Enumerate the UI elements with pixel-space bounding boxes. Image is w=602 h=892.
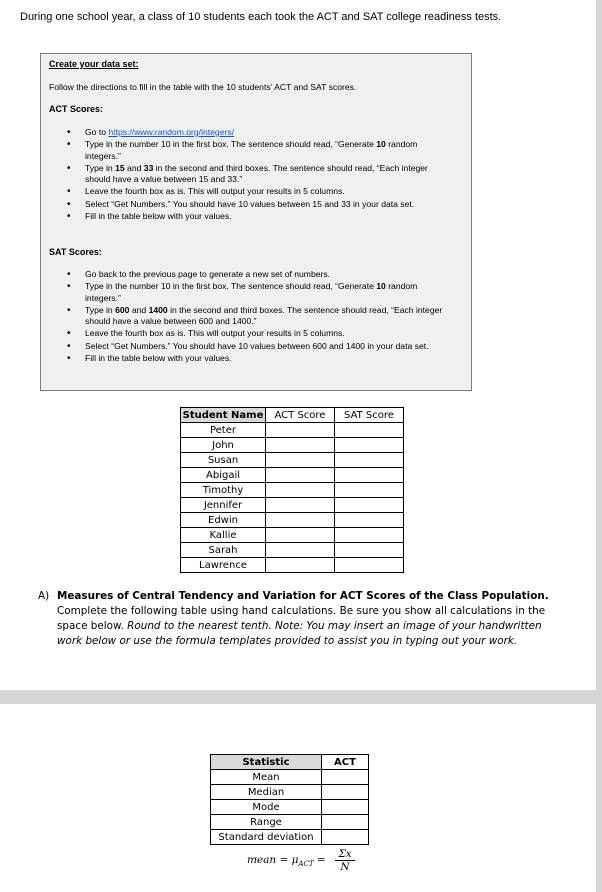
sat-score-cell[interactable] (335, 453, 404, 468)
student-name-cell: Peter (181, 423, 266, 438)
act-score-cell[interactable] (266, 468, 335, 483)
list-item: • Select “Get Numbers.” You should have 10 values between 15 and 33 in your data set. (67, 199, 453, 211)
sat-section-title: SAT Scores: (49, 247, 102, 257)
table-row (211, 815, 369, 830)
formula-numerator: Σx (335, 848, 355, 861)
sat-score-cell[interactable] (335, 543, 404, 558)
list-item: • Leave the fourth box as is. This will output your results in 5 columns. (67, 328, 453, 340)
act-score-cell[interactable] (266, 498, 335, 513)
act-score-cell[interactable] (266, 558, 335, 573)
table-header-row (211, 755, 369, 770)
table-row (211, 785, 369, 800)
formula-subscript: ACT (298, 860, 314, 869)
act-section-title: ACT Scores: (49, 104, 104, 114)
sat-score-cell[interactable] (335, 438, 404, 453)
act-score-cell[interactable] (266, 543, 335, 558)
student-name-cell: Kallie (181, 528, 266, 543)
student-name-cell: Edwin (181, 513, 266, 528)
instructions-box (40, 53, 472, 391)
table-row (181, 438, 404, 453)
table-row (181, 528, 404, 543)
act-score-cell[interactable] (266, 513, 335, 528)
list-item: • Fill in the table below with your values. (67, 211, 453, 223)
part-a-text: Measures of Central Tendency and Variation for ACT Scores of the Class Population. Complete the following table using hand calculations. Be sure you show all calculations in the space below. Round to the nearest tenth. Note: You may insert an image of your handwritten work below or use the formula templates provided to assist you in typing out your work. (57, 590, 549, 647)
header-student-name: Student Name (181, 408, 266, 423)
statistic-label: Mode (211, 800, 322, 815)
formula-equals: = (313, 854, 326, 866)
list-item: • Go back to the previous page to generate a new set of numbers. (67, 269, 453, 281)
act-value-cell[interactable] (322, 800, 369, 815)
header-act-score: ACT Score (266, 408, 335, 423)
sat-instructions-list (67, 269, 453, 365)
statistic-label: Median (211, 785, 322, 800)
sat-score-cell[interactable] (335, 498, 404, 513)
sat-score-cell[interactable] (335, 558, 404, 573)
student-name-cell: Jennifer (181, 498, 266, 513)
list-item: • Type in the number 10 in the first box. The sentence should read, “Generate 10 random integers.” (67, 139, 453, 162)
formula-denominator: N (340, 861, 350, 873)
act-instructions-list (67, 127, 453, 223)
table-row (211, 770, 369, 785)
student-name-cell: Susan (181, 453, 266, 468)
statistic-label: Standard deviation (211, 830, 322, 845)
list-item: • Type in 600 and 1400 in the second and third boxes. The sentence should read, “Each integer should have a value between 600 and 1400.” (67, 305, 453, 328)
sat-score-cell[interactable] (335, 468, 404, 483)
act-score-cell[interactable] (266, 453, 335, 468)
student-name-cell: Abigail (181, 468, 266, 483)
list-item: • Go to https://www.random.org/integers/ (67, 127, 453, 139)
act-score-cell[interactable] (266, 423, 335, 438)
box-header: Create your data set: (49, 59, 139, 69)
intro-text: During one school year, a class of 10 students each took the ACT and SAT college readiness tests. (20, 11, 502, 23)
box-directions: Follow the directions to fill in the table with the 10 students’ ACT and SAT scores. (49, 82, 357, 92)
act-value-cell[interactable] (322, 770, 369, 785)
student-name-cell: John (181, 438, 266, 453)
act-value-cell[interactable] (322, 830, 369, 845)
act-value-cell[interactable] (322, 785, 369, 800)
list-item: • Leave the fourth box as is. This will output your results in 5 columns. (67, 186, 453, 198)
table-row (181, 453, 404, 468)
formula-fraction (335, 848, 355, 873)
list-item: • Select “Get Numbers.” You should have 10 values between 600 and 1400 in your data set. (67, 341, 453, 353)
sat-score-cell[interactable] (335, 483, 404, 498)
table-row (181, 468, 404, 483)
table-row (181, 423, 404, 438)
list-item: • Type in the number 10 in the first box. The sentence should read, “Generate 10 random integers.” (67, 281, 453, 304)
random-org-link[interactable]: https://www.random.org/integers/ (108, 127, 235, 137)
part-a-label: A) (38, 590, 50, 602)
formula-lhs: mean = μ (247, 854, 299, 866)
act-value-cell[interactable] (322, 815, 369, 830)
header-statistic: Statistic (211, 755, 322, 770)
header-sat-score: SAT Score (335, 408, 404, 423)
statistic-label: Mean (211, 770, 322, 785)
table-row (181, 513, 404, 528)
header-act: ACT (322, 755, 369, 770)
table-row (211, 830, 369, 845)
list-item: • Fill in the table below with your values. (67, 353, 453, 365)
table-row (181, 543, 404, 558)
statistics-table (210, 754, 369, 845)
list-item: • Type in 15 and 33 in the second and third boxes. The sentence should read, “Each integer should have a value between 15 and 33.” (67, 163, 453, 186)
table-row (211, 800, 369, 815)
sat-score-cell[interactable] (335, 423, 404, 438)
act-score-cell[interactable] (266, 483, 335, 498)
student-scores-table (180, 407, 404, 573)
student-name-cell: Timothy (181, 483, 266, 498)
table-row (181, 558, 404, 573)
table-header-row (181, 408, 404, 423)
act-score-cell[interactable] (266, 528, 335, 543)
sat-score-cell[interactable] (335, 528, 404, 543)
table-row (181, 483, 404, 498)
student-name-cell: Lawrence (181, 558, 266, 573)
statistic-label: Range (211, 815, 322, 830)
table-row (181, 498, 404, 513)
student-name-cell: Sarah (181, 543, 266, 558)
document-page-2 (0, 704, 596, 892)
sat-score-cell[interactable] (335, 513, 404, 528)
act-score-cell[interactable] (266, 438, 335, 453)
